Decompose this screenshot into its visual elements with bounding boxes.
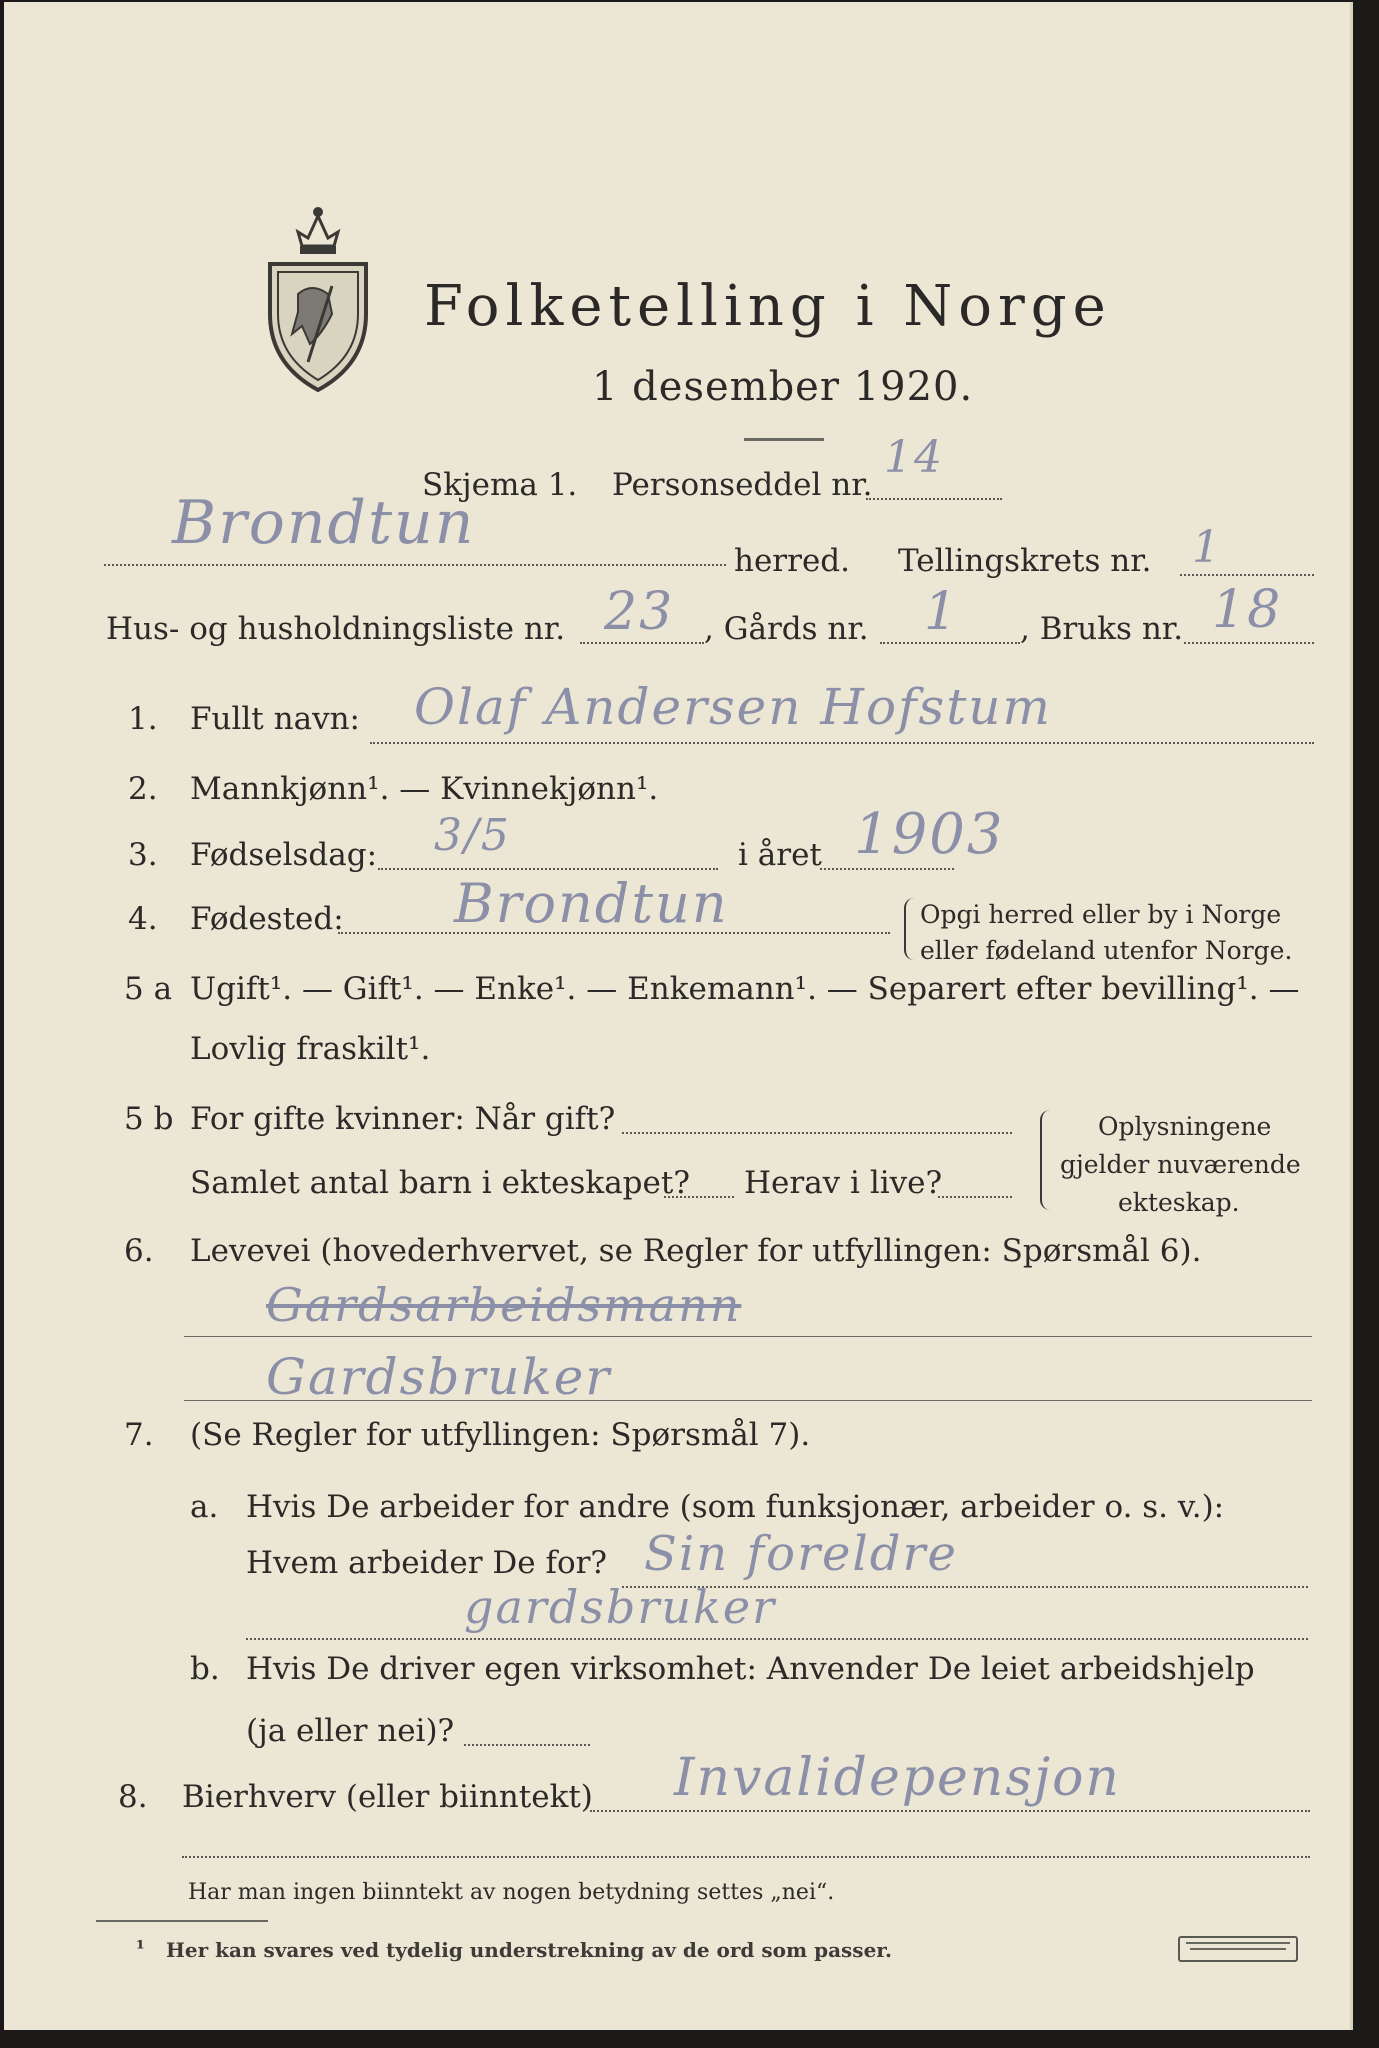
q6-value[interactable]: Gardsbruker — [266, 1348, 612, 1406]
q6-number: 6. — [124, 1233, 154, 1269]
q2-label[interactable]: Mannkjønn¹. — Kvinnekjønn¹. — [190, 771, 659, 807]
q8-line2 — [182, 1856, 1310, 1858]
q3-year-line — [820, 868, 954, 870]
q2-number: 2. — [128, 771, 158, 807]
q5b-label2: Samlet antal barn i ekteskapet? — [190, 1165, 690, 1201]
q6-value-struck[interactable]: Gardsarbeidsmann — [266, 1278, 742, 1332]
q3-line — [378, 868, 718, 870]
q4-value[interactable]: Brondtun — [454, 872, 729, 935]
q5b-label1: For gifte kvinner: Når gift? — [190, 1101, 616, 1137]
q5b-when-line — [622, 1132, 1012, 1134]
form-title: Folketelling i Norge — [424, 274, 1112, 339]
gards-line — [880, 642, 1020, 644]
footnote-mark: ¹ — [136, 1936, 145, 1960]
q4-note-brace — [904, 898, 914, 960]
q7a-number: a. — [190, 1489, 219, 1525]
q5b-alive-line — [938, 1196, 1012, 1198]
bruks-label: , Bruks nr. — [1020, 611, 1184, 647]
title-rule — [744, 438, 824, 441]
q3-number: 3. — [128, 837, 158, 873]
herred-value[interactable]: Brondtun — [172, 488, 476, 558]
bruks-line — [1184, 642, 1314, 644]
skjema-label: Skjema 1. — [422, 467, 578, 503]
q6-label: Levevei (hovederhvervet, se Regler for utfyllingen: Spørsmål 6). — [190, 1233, 1202, 1269]
q5b-note-brace — [1040, 1110, 1052, 1210]
q8-number: 8. — [118, 1779, 148, 1815]
q5a-line1[interactable]: Ugift¹. — Gift¹. — Enke¹. — Enkemann¹. — Separert efter bevilling¹. — — [190, 971, 1300, 1007]
q7b-label: Hvis De driver egen virksomhet: Anvender De leiet arbeidshjelp — [246, 1651, 1255, 1687]
q4-label: Fødested: — [190, 901, 344, 937]
bruks-value[interactable]: 18 — [1212, 580, 1283, 640]
gards-value[interactable]: 1 — [924, 582, 960, 642]
q7a-line2 — [246, 1638, 1308, 1640]
personseddel-value[interactable]: 14 — [884, 432, 944, 483]
q7a-value2[interactable]: gardsbruker — [464, 1580, 777, 1634]
footnote-rule — [96, 1920, 268, 1922]
q8-label: Bierhverv (eller biinntekt) — [182, 1779, 593, 1815]
printer-stamp-icon — [1178, 1936, 1298, 1962]
q7-number: 7. — [124, 1417, 154, 1453]
q5a-number: 5 a — [124, 971, 173, 1007]
herred-label: herred. — [734, 543, 850, 579]
q5b-label3: Herav i live? — [744, 1165, 943, 1201]
herred-line — [104, 564, 726, 566]
biinntekt-note: Har man ingen biinntekt av nogen betydning settes „nei“. — [188, 1880, 835, 1905]
hus-line — [580, 642, 704, 644]
q5b-note-line1: Oplysningene — [1098, 1112, 1272, 1141]
q8-value[interactable]: Invalidepensjon — [674, 1748, 1121, 1808]
q1-number: 1. — [128, 701, 158, 737]
hus-label: Hus- og husholdningsliste nr. — [106, 611, 566, 647]
coat-of-arms-icon — [262, 194, 374, 394]
q4-line — [338, 932, 890, 934]
q3-value[interactable]: 3/5 — [434, 810, 511, 861]
q1-value[interactable]: Olaf Andersen Hofstum — [414, 678, 1052, 736]
q3-year-label: i året — [738, 837, 822, 873]
tellingskrets-line — [1180, 574, 1314, 576]
q4-number: 4. — [128, 901, 158, 937]
q6-line1 — [184, 1336, 1312, 1337]
q5b-note-line2: gjelder nuværende — [1060, 1150, 1301, 1179]
q7a-label: Hvis De arbeider for andre (som funksjonær, arbeider o. s. v.): — [246, 1489, 1225, 1525]
q7-label: (Se Regler for utfyllingen: Spørsmål 7). — [190, 1417, 811, 1453]
q5a-line2[interactable]: Lovlig fraskilt¹. — [190, 1031, 431, 1067]
q7b-line — [464, 1744, 590, 1746]
footnote-text: Her kan svares ved tydelig understrekning av de ord som passer. — [166, 1938, 892, 1962]
q8-line1 — [590, 1810, 1310, 1812]
personseddel-label: Personseddel nr. — [612, 467, 873, 503]
census-form — [4, 2, 1353, 2030]
q1-line — [370, 742, 1314, 744]
q4-note-line1: Opgi herred eller by i Norge — [920, 900, 1282, 929]
q5b-note-line3: ekteskap. — [1118, 1188, 1240, 1217]
q5b-children-line — [664, 1196, 734, 1198]
q6-line2 — [184, 1400, 1312, 1401]
q1-label: Fullt navn: — [190, 701, 360, 737]
q3-label: Fødselsdag: — [190, 837, 378, 873]
q5b-number: 5 b — [124, 1101, 174, 1137]
q4-note-line2: eller fødeland utenfor Norge. — [920, 936, 1293, 965]
gards-label: , Gårds nr. — [704, 611, 869, 647]
q7b-number: b. — [190, 1651, 220, 1687]
q7a-label2: Hvem arbeider De for? — [246, 1545, 608, 1581]
tellingskrets-value[interactable]: 1 — [1192, 522, 1222, 573]
tellingskrets-label: Tellingskrets nr. — [898, 543, 1152, 579]
census-date: 1 desember 1920. — [592, 364, 974, 410]
q7a-value1[interactable]: Sin foreldre — [644, 1526, 958, 1582]
personseddel-line — [866, 498, 1002, 500]
hus-value[interactable]: 23 — [604, 582, 675, 642]
q3-year-value[interactable]: 1903 — [854, 802, 1005, 867]
q7b-label2: (ja eller nei)? — [246, 1713, 455, 1749]
